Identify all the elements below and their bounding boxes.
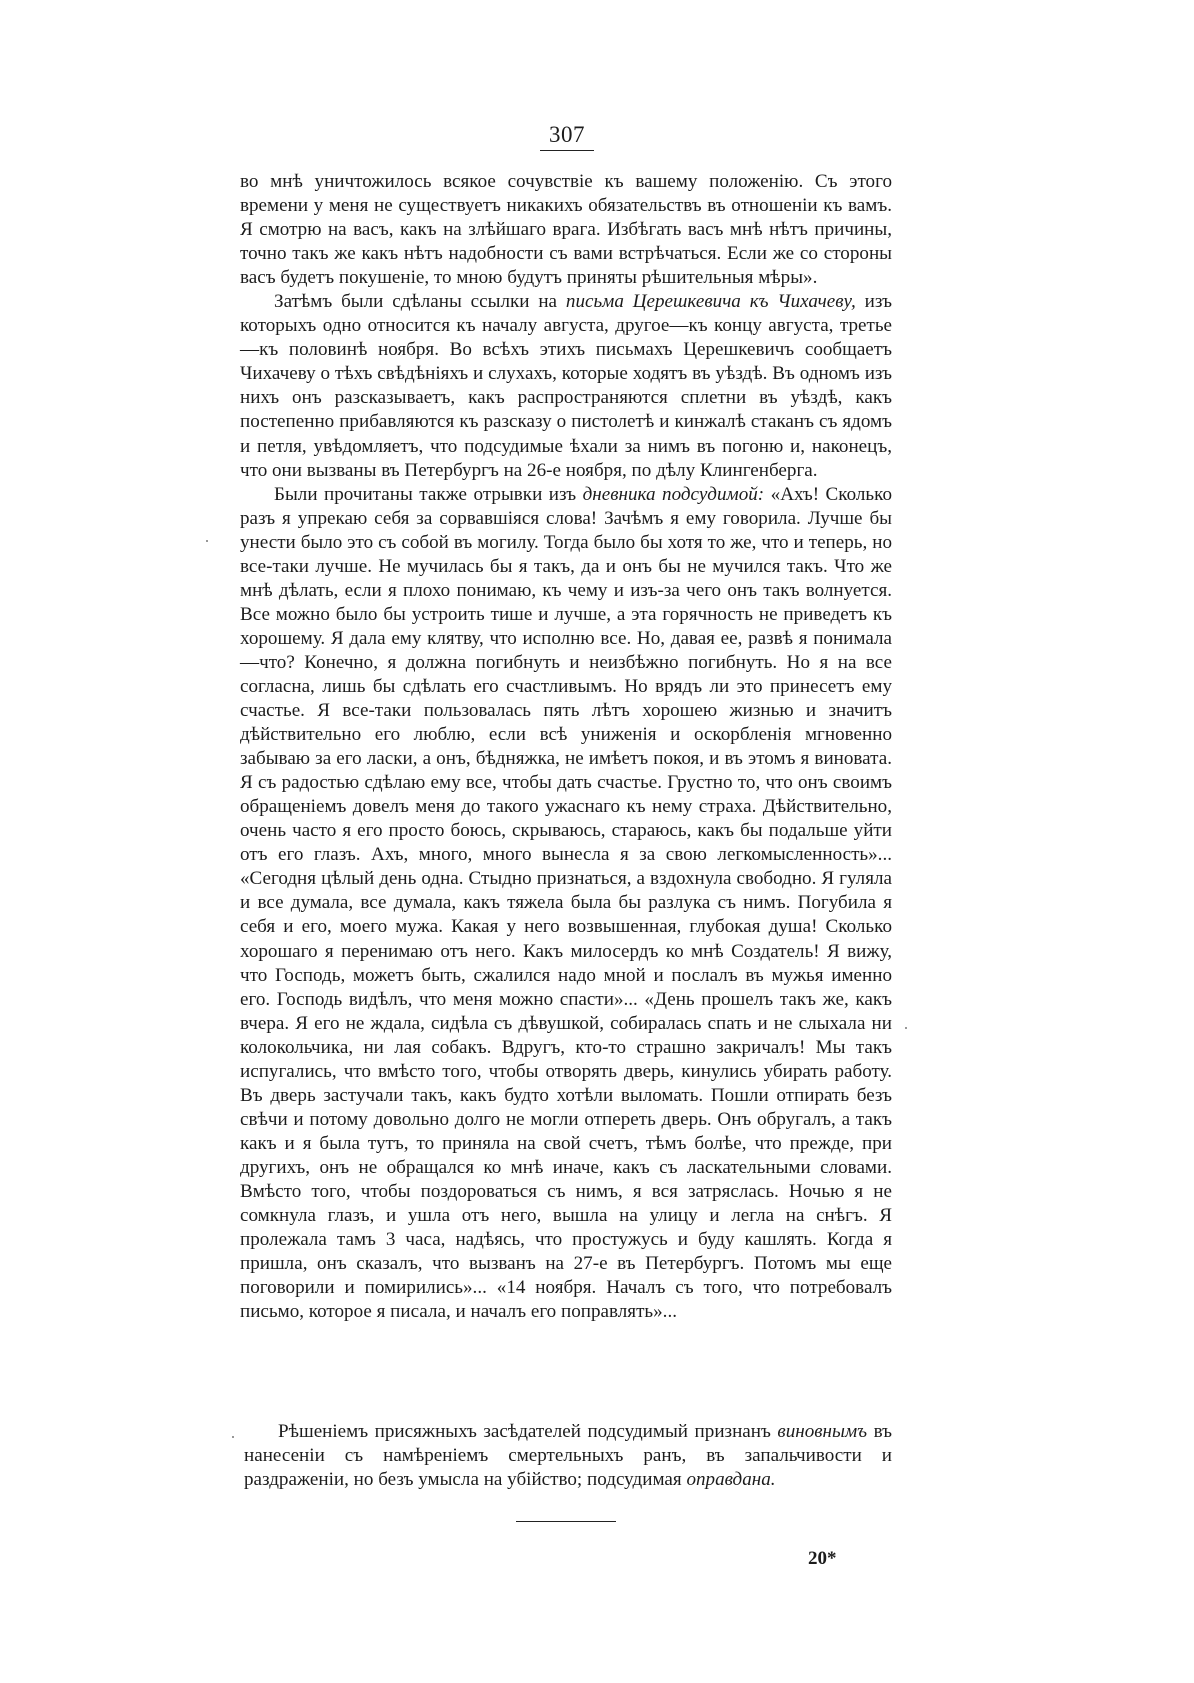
italic-word: виновнымъ (777, 1421, 868, 1442)
paragraph-letter-ending: во мнѣ уничтожилось всякое сочувствіе къ вашему положенію. Съ этого времени у меня не существуетъ никакихъ обязательствъ въ отношеніи къ вамъ. Я смотрю на васъ, какъ на злѣйшаго врага. Избѣгать васъ мнѣ нѣтъ причины, точно такъ же какъ нѣтъ надобности съ вами встрѣчаться. Если же со стороны васъ будетъ покушеніе, то мною будутъ приняты рѣшительныя мѣры». (240, 171, 892, 289)
paragraph-text: Затѣмъ были сдѣланы ссылки на (274, 291, 566, 313)
italic-word: оправдана. (686, 1469, 776, 1491)
margin-speck (232, 1436, 234, 1438)
paragraph-text: Были прочитаны также отрывки изъ (274, 483, 583, 505)
page-number-underline (540, 150, 594, 151)
paragraph-text: изъ которыхъ одно относится къ началу августа, другое—къ концу августа, третье—къ половинѣ ноября. Во всѣхъ этихъ письмахъ Церешкевичъ сообщаетъ Чихачеву о тѣхъ свѣдѣніяхъ и слухахъ, которые ходятъ въ уѣздѣ. Въ одномъ изъ нихъ онъ разсказываетъ, какъ распространяются сплетни въ уѣздѣ, какъ постепенно прибавляются къ разсказу о пистолетѣ и кинжалѣ стаканъ съ ядомъ и петля, увѣдомляетъ, что подсудимые ѣхали за нимъ въ погоню и, наконецъ, что они вызваны въ Петербургъ на 26-е ноября, по дѣлу Клингенберга. (240, 291, 892, 481)
verdict-block (244, 1420, 892, 1492)
paragraph-letters-reference (240, 290, 892, 482)
printer-signature-mark: 20* (808, 1548, 837, 1569)
paragraph-text: «Ахъ! Сколько разъ я упрекаю себя за сорвавшіяся слова! Зачѣмъ я ему говорила. Лучше бы унести было это съ собой въ могилу. Тогда было бы хотя то же, что и теперь, но все-таки лучше. Не мучилась бы я такъ, да и онъ бы не мучился такъ. Что же мнѣ дѣлать, если я плохо понимаю, къ чему и изъ-за чего онъ такъ волнуется. Все можно было бы устроить тише и лучше, а эта горячность не приведетъ къ хорошему. Я дала ему клятву, что исполню все. Но, давая ее, развѣ я понимала—что? Конечно, я должна погибнуть и неизбѣжно погибнуть. Но я на все согласна, лишь бы сдѣлать его счастливымъ. Но врядъ ли это принесетъ ему счастье. Я все-таки пользовалась пять лѣтъ хорошею жизнью и значитъ дѣйствительно его люблю, если всѣ униженія и оскорбленія мгновенно забываю за его ласки, а онъ, бѣдняжка, не имѣетъ покоя, и въ этомъ я виновата. Я съ радостью сдѣлаю ему все, чтобы дать счастье. Грустно то, что онъ своимъ обращеніемъ довелъ меня до такого ужаснаго къ нему страха. Дѣйствительно, очень часто я его просто боюсь, скрываюсь, стараюсь, какъ бы подальше уйти отъ его глазъ. Ахъ, много, много вынесла я за свою легкомысленность»... «Сегодня цѣлый день одна. Стыдно признаться, а вздохнула свободно. Я гуляла и все думала, все думала, какъ тяжела была бы разлука съ нимъ. Погубила я себя и его, моего мужа. Какая у него возвышенная, глубокая душа! Сколько хорошаго я перенимаю отъ него. Какъ милосердъ ко мнѣ Создатель! Я вижу, что Господь, можетъ быть, сжалился надо мной и послалъ въ мужья именно его. Господь видѣлъ, что меня можно спасти»... «День прошелъ такъ же, какъ вчера. Я его не ждала, сидѣла съ дѣвушкой, собиралась спать и не слыхала ни колокольчика, ни лая собакъ. Вдругъ, кто-то страшно закричалъ! Мы такъ испугались, что вмѣсто того, чтобы отворять дверь, кинулись убирать работу. Въ дверь застучали такъ, какъ будто хотѣли выломать. Пошли отпирать безъ свѣчи и потому довольно долго не могли отпереть дверь. Онъ обругалъ, а такъ какъ и я была тутъ, то приняла на свой счетъ, тѣмъ болѣе, что прежде, при другихъ, онъ не обращался ко мнѣ иначе, какъ съ ласкательными словами. Вмѣсто того, чтобы поздороваться съ нимъ, я вся затряслась. Ночью я не сомкнула глазъ, и ушла отъ него, вышла на улицу и легла на снѣгъ. Я пролежала тамъ 3 часа, надѣясь, что простужусь и буду кашлять. Когда я пришла, онъ сказалъ, что вызванъ на 27-е въ Петербургъ. Потомъ мы еще поговорили и помирились»... «14 ноября. Началъ съ того, что потребовалъ письмо, которое я писала, и началъ его поправлять»... (240, 483, 892, 1323)
italic-phrase: дневника подсудимой: (582, 483, 765, 505)
margin-speck (905, 1027, 907, 1029)
section-end-rule (516, 1521, 616, 1522)
paragraph-verdict (244, 1420, 892, 1492)
paragraph-text: Рѣшеніемъ присяжныхъ засѣдателей подсудимый признанъ (278, 1421, 778, 1442)
paragraph-text: въ нанесеніи съ намѣреніемъ смертельныхъ ранъ, въ запальчивости и раздраженіи, но безъ умысла на убійство; подсудимая (244, 1421, 893, 1491)
main-text-block (240, 170, 892, 1324)
page-number: 307 (549, 122, 585, 147)
margin-speck (206, 540, 208, 542)
paragraph-diary-excerpts (240, 483, 892, 1325)
italic-phrase: письма Церешкевича къ Чихачеву, (565, 291, 856, 313)
